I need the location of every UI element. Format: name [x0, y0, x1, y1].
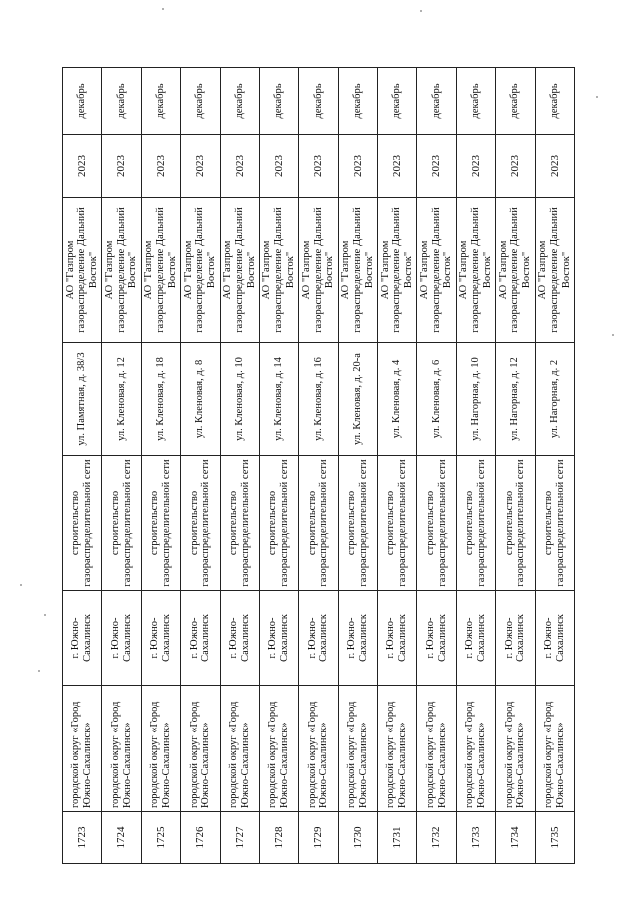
table-row — [259, 68, 298, 864]
scan-speck — [612, 334, 614, 336]
municipality-cell: городской округ «Город Южно-Сахалинск» — [63, 686, 102, 812]
address-cell: ул. Кленовая, д. 8 — [181, 343, 220, 456]
municipality-cell: городской округ «Город Южно-Сахалинск» — [417, 686, 456, 812]
month-cell: декабрь — [535, 68, 575, 135]
municipality-cell: городской округ «Город Южно-Сахалинск» — [141, 686, 180, 812]
address-cell: ул. Нагорная, д. 12 — [496, 343, 535, 456]
scan-speck — [596, 96, 598, 98]
address-cell: ул. Кленовая, д. 16 — [299, 343, 338, 456]
table-row — [220, 68, 259, 864]
object-cell: строительство газораспределительной сети — [496, 456, 535, 591]
object-cell: строительство газораспределительной сети — [417, 456, 456, 591]
object-cell: строительство газораспределительной сети — [338, 456, 377, 591]
table-row — [535, 68, 575, 864]
month-cell: декабрь — [141, 68, 180, 135]
row-number: 1734 — [496, 812, 535, 864]
month-cell: декабрь — [259, 68, 298, 135]
year-cell: 2023 — [535, 135, 575, 198]
address-cell: ул. Нагорная, д. 10 — [456, 343, 495, 456]
year-cell: 2023 — [456, 135, 495, 198]
year-cell: 2023 — [181, 135, 220, 198]
month-cell: декабрь — [417, 68, 456, 135]
address-cell: ул. Памятная, д. 38/3 — [63, 343, 102, 456]
table-row — [181, 68, 220, 864]
table-row — [102, 68, 141, 864]
object-cell: строительство газораспределительной сети — [141, 456, 180, 591]
row-number: 1732 — [417, 812, 456, 864]
table-row — [141, 68, 180, 864]
city-cell: г. Южно-Сахалинск — [496, 591, 535, 686]
year-cell: 2023 — [141, 135, 180, 198]
rotated-table-wrapper — [62, 68, 575, 864]
month-cell: декабрь — [102, 68, 141, 135]
organization-cell: АО "Газпром газораспределение Дальний Восток" — [102, 198, 141, 343]
organization-cell: АО "Газпром газораспределение Дальний Восток" — [181, 198, 220, 343]
organization-cell: АО "Газпром газораспределение Дальний Восток" — [259, 198, 298, 343]
organization-cell: АО "Газпром газораспределение Дальний Восток" — [378, 198, 417, 343]
scan-speck — [420, 10, 422, 12]
row-number: 1731 — [378, 812, 417, 864]
row-number: 1723 — [63, 812, 102, 864]
city-cell: г. Южно-Сахалинск — [456, 591, 495, 686]
city-cell: г. Южно-Сахалинск — [299, 591, 338, 686]
month-cell: декабрь — [338, 68, 377, 135]
object-cell: строительство газораспределительной сети — [378, 456, 417, 591]
table-row — [417, 68, 456, 864]
organization-cell: АО "Газпром газораспределение Дальний Восток" — [535, 198, 575, 343]
address-cell: ул. Кленовая, д. 12 — [102, 343, 141, 456]
address-cell: ул. Нагорная, д. 2 — [535, 343, 575, 456]
city-cell: г. Южно-Сахалинск — [378, 591, 417, 686]
organization-cell: АО "Газпром газораспределение Дальний Восток" — [417, 198, 456, 343]
organization-cell: АО "Газпром газораспределение Дальний Восток" — [141, 198, 180, 343]
table-row — [338, 68, 377, 864]
organization-cell: АО "Газпром газораспределение Дальний Восток" — [456, 198, 495, 343]
organization-cell: АО "Газпром газораспределение Дальний Восток" — [496, 198, 535, 343]
city-cell: г. Южно-Сахалинск — [102, 591, 141, 686]
row-number: 1728 — [259, 812, 298, 864]
municipality-cell: городской округ «Город Южно-Сахалинск» — [456, 686, 495, 812]
address-cell: ул. Кленовая, д. 4 — [378, 343, 417, 456]
city-cell: г. Южно-Сахалинск — [535, 591, 575, 686]
month-cell: декабрь — [456, 68, 495, 135]
city-cell: г. Южно-Сахалинск — [417, 591, 456, 686]
object-cell: строительство газораспределительной сети — [299, 456, 338, 591]
municipality-cell: городской округ «Город Южно-Сахалинск» — [259, 686, 298, 812]
address-cell: ул. Кленовая, д. 6 — [417, 343, 456, 456]
organization-cell: АО "Газпром газораспределение Дальний Восток" — [299, 198, 338, 343]
scan-speck — [162, 8, 164, 10]
city-cell: г. Южно-Сахалинск — [259, 591, 298, 686]
municipality-cell: городской округ «Город Южно-Сахалинск» — [378, 686, 417, 812]
object-cell: строительство газораспределительной сети — [535, 456, 575, 591]
year-cell: 2023 — [496, 135, 535, 198]
row-number: 1730 — [338, 812, 377, 864]
city-cell: г. Южно-Сахалинск — [338, 591, 377, 686]
month-cell: декабрь — [378, 68, 417, 135]
address-cell: ул. Кленовая, д. 20-а — [338, 343, 377, 456]
municipality-cell: городской округ «Город Южно-Сахалинск» — [181, 686, 220, 812]
organization-cell: АО "Газпром газораспределение Дальний Восток" — [63, 198, 102, 343]
table-row — [496, 68, 535, 864]
year-cell: 2023 — [417, 135, 456, 198]
table-row — [299, 68, 338, 864]
city-cell: г. Южно-Сахалинск — [63, 591, 102, 686]
organization-cell: АО "Газпром газораспределение Дальний Восток" — [338, 198, 377, 343]
object-cell: строительство газораспределительной сети — [63, 456, 102, 591]
month-cell: декабрь — [496, 68, 535, 135]
table-row — [456, 68, 495, 864]
organization-cell: АО "Газпром газораспределение Дальний Восток" — [220, 198, 259, 343]
row-number: 1727 — [220, 812, 259, 864]
row-number: 1735 — [535, 812, 575, 864]
object-cell: строительство газораспределительной сети — [220, 456, 259, 591]
municipality-cell: городской округ «Город Южно-Сахалинск» — [102, 686, 141, 812]
municipality-cell: городской округ «Город Южно-Сахалинск» — [535, 686, 575, 812]
year-cell: 2023 — [299, 135, 338, 198]
municipality-cell: городской округ «Город Южно-Сахалинск» — [299, 686, 338, 812]
city-cell: г. Южно-Сахалинск — [220, 591, 259, 686]
year-cell: 2023 — [63, 135, 102, 198]
month-cell: декабрь — [299, 68, 338, 135]
scan-speck — [20, 584, 22, 586]
object-cell: строительство газораспределительной сети — [259, 456, 298, 591]
scan-speck — [38, 670, 40, 672]
scan-speck — [44, 614, 46, 616]
address-cell: ул. Кленовая, д. 18 — [141, 343, 180, 456]
year-cell: 2023 — [102, 135, 141, 198]
municipality-cell: городской округ «Город Южно-Сахалинск» — [496, 686, 535, 812]
city-cell: г. Южно-Сахалинск — [141, 591, 180, 686]
object-cell: строительство газораспределительной сети — [102, 456, 141, 591]
object-cell: строительство газораспределительной сети — [456, 456, 495, 591]
table-body — [63, 68, 575, 864]
table-row — [63, 68, 102, 864]
year-cell: 2023 — [220, 135, 259, 198]
gas-network-registry-table — [62, 67, 575, 864]
table-row — [378, 68, 417, 864]
month-cell: декабрь — [63, 68, 102, 135]
year-cell: 2023 — [378, 135, 417, 198]
municipality-cell: городской округ «Город Южно-Сахалинск» — [220, 686, 259, 812]
month-cell: декабрь — [220, 68, 259, 135]
city-cell: г. Южно-Сахалинск — [181, 591, 220, 686]
municipality-cell: городской округ «Город Южно-Сахалинск» — [338, 686, 377, 812]
address-cell: ул. Кленовая, д. 14 — [259, 343, 298, 456]
month-cell: декабрь — [181, 68, 220, 135]
year-cell: 2023 — [338, 135, 377, 198]
row-number: 1733 — [456, 812, 495, 864]
row-number: 1726 — [181, 812, 220, 864]
address-cell: ул. Кленовая, д. 10 — [220, 343, 259, 456]
row-number: 1725 — [141, 812, 180, 864]
year-cell: 2023 — [259, 135, 298, 198]
row-number: 1724 — [102, 812, 141, 864]
object-cell: строительство газораспределительной сети — [181, 456, 220, 591]
row-number: 1729 — [299, 812, 338, 864]
